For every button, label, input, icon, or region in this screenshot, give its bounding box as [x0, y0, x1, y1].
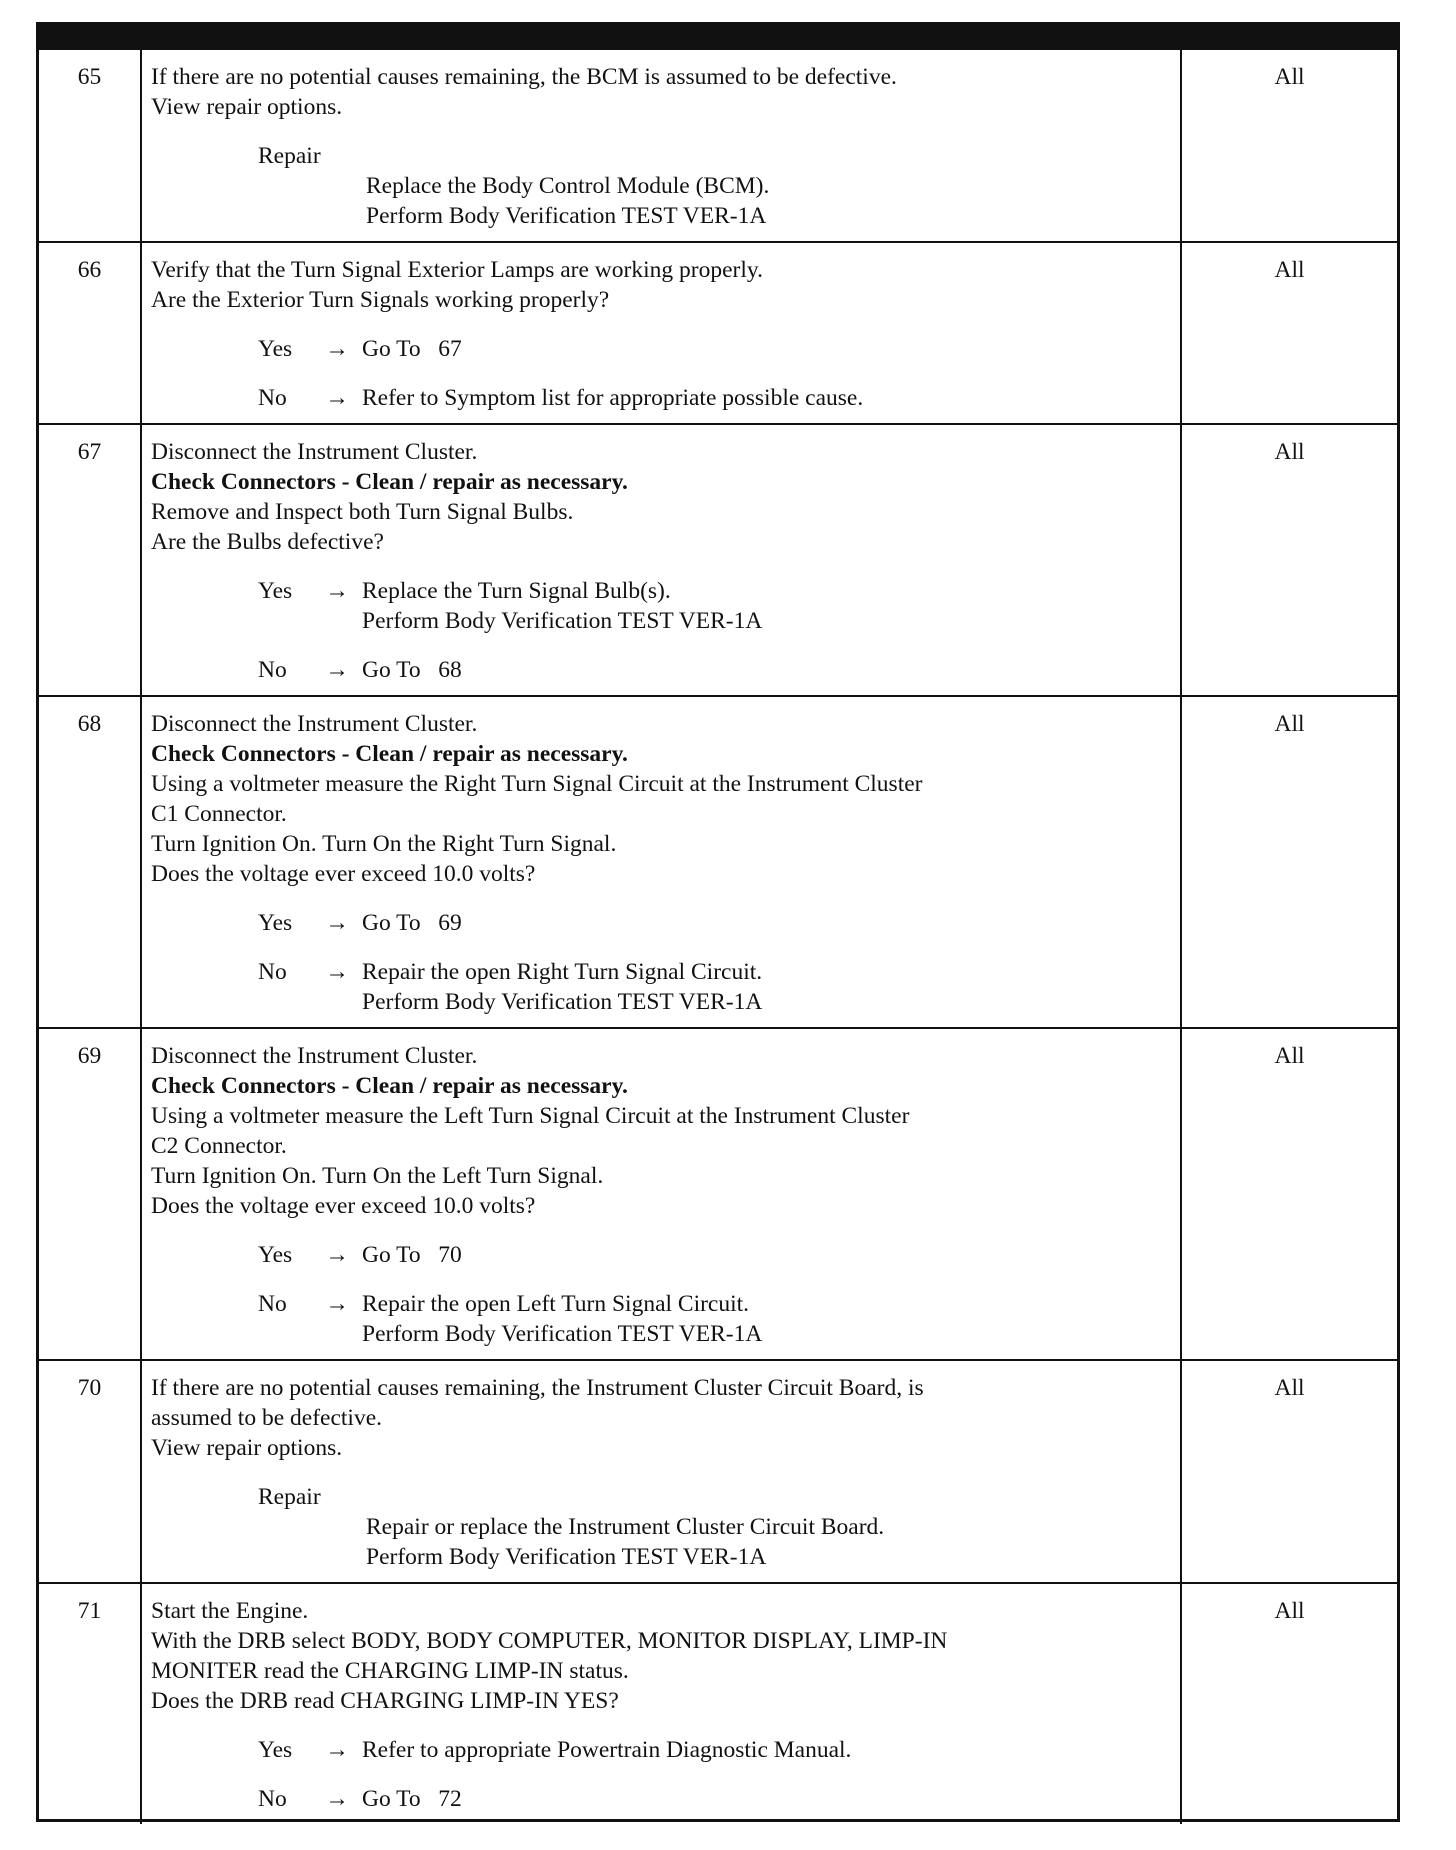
action-line: Replace the Turn Signal Bulb(s). [362, 578, 671, 604]
branch-action [362, 576, 1171, 636]
branch-action [362, 957, 1171, 1017]
check-connectors-note: Check Connectors - Clean / repair as necessary. [151, 1073, 628, 1099]
answer-branch [258, 383, 1171, 413]
applicability: All [1181, 242, 1397, 424]
answer-label: No [258, 657, 287, 683]
answer-label: No [258, 1291, 287, 1317]
repair-action: Repair or replace the Instrument Cluster Circuit Board. [366, 1514, 885, 1540]
step-number: 66 [39, 242, 141, 424]
right-arrow-icon: → [325, 1242, 349, 1268]
answer-branch [258, 1240, 1171, 1270]
answer-label: No [258, 385, 287, 411]
step-row [39, 242, 1397, 424]
repair-label: Repair [258, 1484, 321, 1510]
instruction-line: Disconnect the Instrument Cluster. [151, 711, 478, 737]
branch-action [362, 655, 1171, 685]
step-row [39, 1583, 1397, 1824]
action-line: Go To 68 [362, 657, 462, 683]
repair-action: Perform Body Verification TEST VER-1A [366, 203, 767, 229]
step-number: 68 [39, 696, 141, 1028]
instruction-line: View repair options. [151, 1435, 343, 1461]
repair-action: Replace the Body Control Module (BCM). [366, 173, 770, 199]
branch-action [362, 1735, 1171, 1765]
action-line: Go To 70 [362, 1242, 462, 1268]
action-line: Refer to appropriate Powertrain Diagnostic Manual. [362, 1737, 852, 1763]
right-arrow-icon: → [325, 910, 349, 936]
instruction-line: Are the Bulbs defective? [151, 529, 384, 555]
instruction-line: Turn Ignition On. Turn On the Right Turn Signal. [151, 831, 617, 857]
instruction-line: Does the DRB read CHARGING LIMP-IN YES? [151, 1688, 619, 1714]
branch-action [362, 1784, 1171, 1814]
instruction-line: Using a voltmeter measure the Left Turn Signal Circuit at the Instrument Cluster [151, 1103, 910, 1129]
right-arrow-icon: → [325, 1786, 349, 1812]
applicability: All [1181, 1583, 1397, 1824]
answer-label: Yes [258, 1737, 293, 1763]
action-line: Repair the open Left Turn Signal Circuit. [362, 1291, 750, 1317]
branch-action [362, 334, 1171, 364]
branch-action [362, 1289, 1171, 1349]
header-bar [39, 25, 1397, 50]
step-number: 71 [39, 1583, 141, 1824]
diagnostic-steps-table [39, 50, 1397, 1824]
instruction-line: Using a voltmeter measure the Right Turn Signal Circuit at the Instrument Cluster [151, 771, 923, 797]
diagnostic-page [36, 22, 1400, 1822]
instruction-line: Start the Engine. [151, 1598, 309, 1624]
instruction-line: View repair options. [151, 94, 343, 120]
applicability: All [1181, 696, 1397, 1028]
right-arrow-icon: → [325, 336, 349, 362]
answer-label: No [258, 959, 287, 985]
step-number: 67 [39, 424, 141, 696]
answer-branch [258, 576, 1171, 636]
branch-action [362, 383, 1171, 413]
answer-branch [258, 334, 1171, 364]
step-number: 69 [39, 1028, 141, 1360]
instruction-line: C2 Connector. [151, 1133, 287, 1159]
action-line: Go To 72 [362, 1786, 462, 1812]
step-row [39, 424, 1397, 696]
step-number: 70 [39, 1360, 141, 1583]
step-instructions [141, 1028, 1181, 1360]
instruction-line: Does the voltage ever exceed 10.0 volts? [151, 861, 536, 887]
action-line: Perform Body Verification TEST VER-1A [362, 1321, 763, 1347]
answer-branch [258, 655, 1171, 685]
action-line: Perform Body Verification TEST VER-1A [362, 989, 763, 1015]
step-row [39, 50, 1397, 242]
instruction-line: Are the Exterior Turn Signals working properly? [151, 287, 610, 313]
instruction-line: Verify that the Turn Signal Exterior Lamps are working properly. [151, 257, 763, 283]
answer-branch [258, 1784, 1171, 1814]
check-connectors-note: Check Connectors - Clean / repair as necessary. [151, 741, 628, 767]
step-instructions [141, 424, 1181, 696]
step-instructions [141, 50, 1181, 242]
instruction-line: Turn Ignition On. Turn On the Left Turn Signal. [151, 1163, 604, 1189]
answer-branch [258, 1289, 1171, 1349]
step-instructions [141, 696, 1181, 1028]
answer-label: Yes [258, 1242, 293, 1268]
action-line: Perform Body Verification TEST VER-1A [362, 608, 763, 634]
applicability: All [1181, 1028, 1397, 1360]
applicability: All [1181, 424, 1397, 696]
action-line: Repair the open Right Turn Signal Circuit. [362, 959, 763, 985]
check-connectors-note: Check Connectors - Clean / repair as necessary. [151, 469, 628, 495]
instruction-line: Does the voltage ever exceed 10.0 volts? [151, 1193, 536, 1219]
right-arrow-icon: → [325, 1291, 349, 1317]
answer-branch [258, 908, 1171, 938]
right-arrow-icon: → [325, 1737, 349, 1763]
step-row [39, 696, 1397, 1028]
answer-label: Yes [258, 336, 293, 362]
answer-branch [258, 1735, 1171, 1765]
instruction-line: Remove and Inspect both Turn Signal Bulbs. [151, 499, 574, 525]
step-number: 65 [39, 50, 141, 242]
instruction-line: If there are no potential causes remaining, the Instrument Cluster Circuit Board, is [151, 1375, 924, 1401]
right-arrow-icon: → [325, 657, 349, 683]
answer-label: Yes [258, 578, 293, 604]
action-line: Refer to Symptom list for appropriate possible cause. [362, 385, 864, 411]
step-row [39, 1028, 1397, 1360]
applicability: All [1181, 50, 1397, 242]
instruction-line: assumed to be defective. [151, 1405, 382, 1431]
applicability: All [1181, 1360, 1397, 1583]
right-arrow-icon: → [325, 959, 349, 985]
step-row [39, 1360, 1397, 1583]
instruction-line: With the DRB select BODY, BODY COMPUTER, MONITOR DISPLAY, LIMP-IN [151, 1628, 948, 1654]
right-arrow-icon: → [325, 578, 349, 604]
instruction-line: Disconnect the Instrument Cluster. [151, 439, 478, 465]
repair-label: Repair [258, 143, 321, 169]
right-arrow-icon: → [325, 385, 349, 411]
branch-action [362, 908, 1171, 938]
instruction-line: Disconnect the Instrument Cluster. [151, 1043, 478, 1069]
instruction-line: C1 Connector. [151, 801, 287, 827]
answer-branch [258, 957, 1171, 1017]
branch-action [362, 1240, 1171, 1270]
instruction-line: MONITER read the CHARGING LIMP-IN status. [151, 1658, 629, 1684]
answer-label: No [258, 1786, 287, 1812]
answer-label: Yes [258, 910, 293, 936]
action-line: Go To 69 [362, 910, 462, 936]
step-instructions [141, 1583, 1181, 1824]
action-line: Go To 67 [362, 336, 462, 362]
instruction-line: If there are no potential causes remaining, the BCM is assumed to be defective. [151, 64, 897, 90]
step-instructions [141, 1360, 1181, 1583]
step-instructions [141, 242, 1181, 424]
repair-action: Perform Body Verification TEST VER-1A [366, 1544, 767, 1570]
